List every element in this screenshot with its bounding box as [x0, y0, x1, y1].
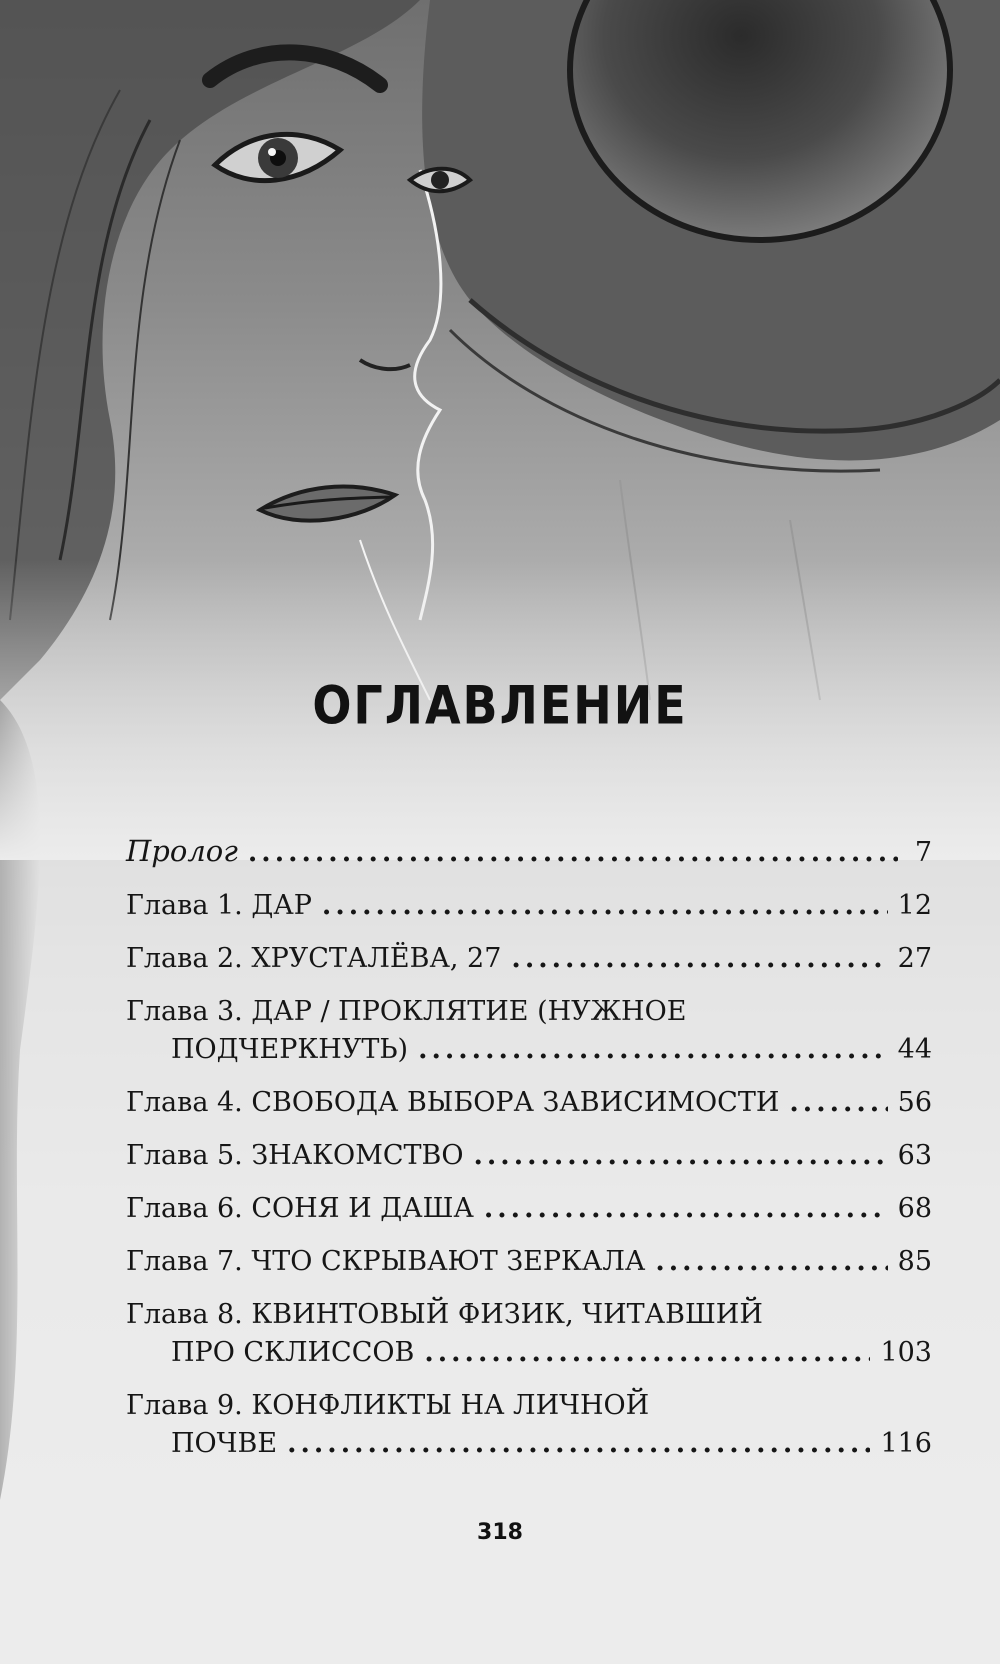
- dot-leader: [474, 1137, 888, 1175]
- toc-entry: [126, 1387, 932, 1463]
- dot-leader: [248, 834, 898, 872]
- toc-entry: [126, 832, 932, 872]
- toc-entry-label: Пролог: [126, 834, 238, 868]
- toc-entry-label: Глава 9. КОНФЛИКТЫ НА ЛИЧНОЙ: [126, 1390, 650, 1421]
- toc-entry-page: 44: [897, 1034, 932, 1065]
- toc-entry-label-continued: ПОЧВЕ: [171, 1428, 278, 1459]
- toc-entry-label-continued: ПОДЧЕРКНУТЬ): [171, 1034, 409, 1065]
- toc-entry: [126, 887, 932, 925]
- toc-entry-page: 27: [897, 943, 932, 974]
- toc-entry-label: Глава 6. СОНЯ И ДАША: [126, 1193, 474, 1224]
- dot-leader: [655, 1243, 887, 1281]
- toc-entry-page: 68: [897, 1193, 932, 1224]
- dot-leader: [511, 940, 887, 978]
- toc-entry-label-continued: ПРО СКЛИССОВ: [171, 1337, 415, 1368]
- table-of-contents: [126, 832, 932, 1478]
- toc-entry-label: Глава 5. ЗНАКОМСТВО: [126, 1140, 464, 1171]
- dot-leader: [287, 1425, 870, 1463]
- toc-entry-label: Глава 8. КВИНТОВЫЙ ФИЗИК, ЧИТАВШИЙ: [126, 1299, 763, 1330]
- toc-entry: [126, 993, 932, 1069]
- toc-entry-page: 7: [914, 837, 932, 868]
- toc-entry-page: 103: [880, 1337, 932, 1368]
- toc-entry: [126, 1190, 932, 1228]
- toc-entry: [126, 940, 932, 978]
- page-title: ОГЛАВЛЕНИЕ: [312, 673, 688, 737]
- toc-entry: [126, 1137, 932, 1175]
- toc-entry-page: 85: [897, 1246, 932, 1277]
- toc-entry-page: 12: [897, 890, 932, 921]
- page-number: 318: [477, 1520, 523, 1545]
- toc-entry: [126, 1296, 932, 1372]
- toc-entry: [126, 1084, 932, 1122]
- toc-entry: [126, 1243, 932, 1281]
- dot-leader: [484, 1190, 888, 1228]
- toc-entry-label: Глава 4. СВОБОДА ВЫБОРА ЗАВИСИМОСТИ: [126, 1087, 780, 1118]
- dot-leader: [322, 887, 888, 925]
- toc-entry-page: 116: [880, 1428, 932, 1459]
- toc-entry-page: 56: [897, 1087, 932, 1118]
- toc-entry-label: Глава 1. ДАР: [126, 890, 312, 921]
- toc-entry-label: Глава 2. ХРУСТАЛЁВА, 27: [126, 943, 502, 974]
- toc-entry-page: 63: [897, 1140, 932, 1171]
- toc-entry-label: Глава 7. ЧТО СКРЫВАЮТ ЗЕРКАЛА: [126, 1246, 646, 1277]
- toc-entry-label: Глава 3. ДАР / ПРОКЛЯТИЕ (НУЖНОЕ: [126, 996, 687, 1027]
- dot-leader: [418, 1031, 888, 1069]
- dot-leader: [424, 1334, 870, 1372]
- dot-leader: [789, 1084, 887, 1122]
